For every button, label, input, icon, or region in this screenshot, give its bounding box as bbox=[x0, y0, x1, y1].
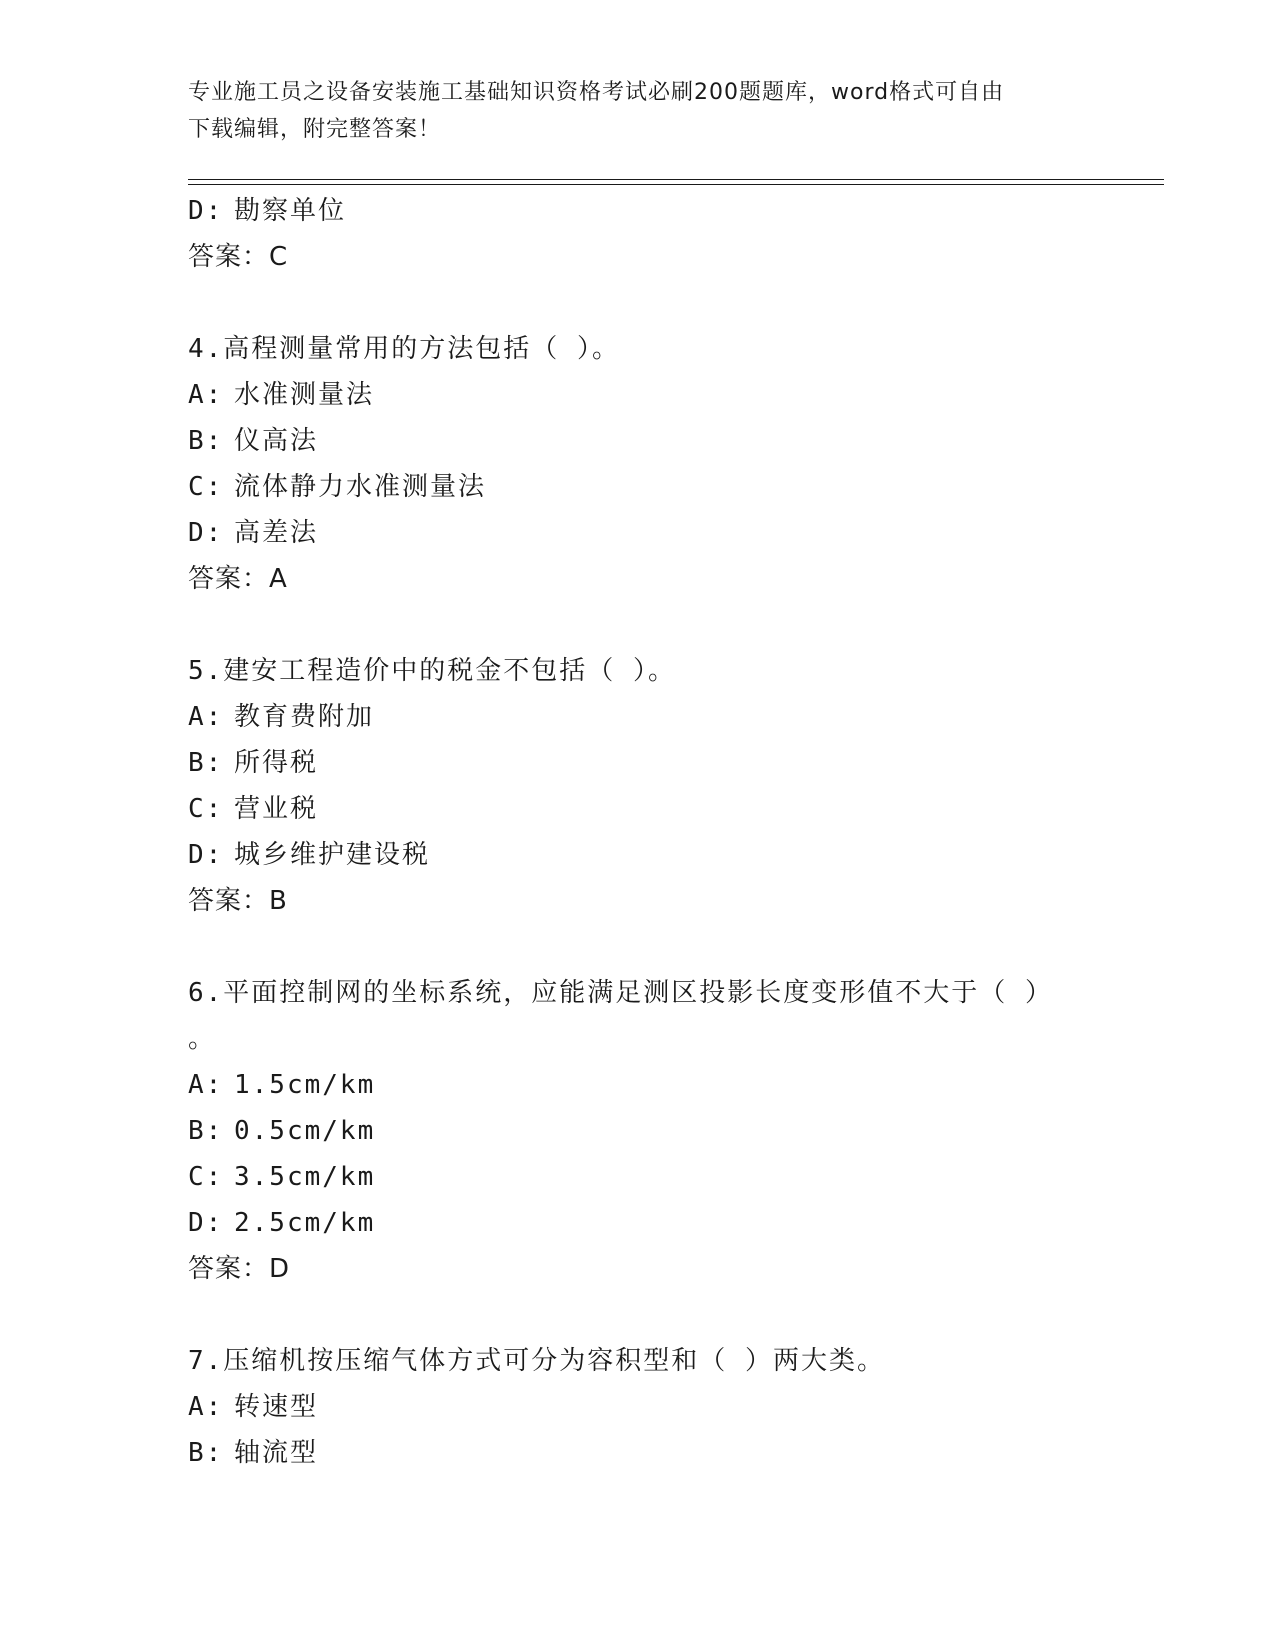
option-label: A: bbox=[188, 1392, 224, 1422]
question-stem-continuation: 。 bbox=[188, 1024, 217, 1054]
option-label: C: bbox=[188, 794, 224, 824]
question-stem: 6.平面控制网的坐标系统，应能满足测区投影长度变形值不大于（ ） bbox=[188, 978, 1053, 1008]
question-stem: 7.压缩机按压缩气体方式可分为容积型和（ ）两大类。 bbox=[188, 1346, 885, 1376]
option-text: 流体静力水准测量法 bbox=[234, 472, 487, 502]
option-text: 水准测量法 bbox=[234, 380, 375, 410]
option-label: D: bbox=[188, 196, 224, 226]
option-text: 轴流型 bbox=[234, 1438, 319, 1468]
header-divider-bottom bbox=[188, 184, 1164, 185]
option-row bbox=[188, 1062, 1088, 1108]
option-row bbox=[188, 740, 1088, 786]
option-label: D: bbox=[188, 518, 224, 548]
option-text: 营业税 bbox=[234, 794, 319, 824]
option-text: 1.5cm/km bbox=[234, 1070, 376, 1100]
document-header bbox=[188, 74, 1088, 148]
option-label: C: bbox=[188, 472, 224, 502]
question-stem: 4.高程测量常用的方法包括（ ）。 bbox=[188, 334, 620, 364]
option-label: B: bbox=[188, 1438, 224, 1468]
option-label: A: bbox=[188, 702, 224, 732]
option-row bbox=[188, 1430, 1088, 1476]
question-block bbox=[188, 648, 1088, 924]
option-text: 城乡维护建设税 bbox=[234, 840, 431, 870]
spacer bbox=[188, 1292, 1088, 1338]
option-text: 3.5cm/km bbox=[234, 1162, 376, 1192]
option-row bbox=[188, 1200, 1088, 1246]
option-row bbox=[188, 786, 1088, 832]
question-block bbox=[188, 326, 1088, 602]
spacer bbox=[188, 924, 1088, 970]
answer-line: 答案：D bbox=[188, 1254, 291, 1284]
option-row bbox=[188, 188, 1088, 234]
option-row bbox=[188, 464, 1088, 510]
option-text: 勘察单位 bbox=[234, 196, 347, 226]
option-row bbox=[188, 694, 1088, 740]
header-title-line-2: 下载编辑，附完整答案！ bbox=[188, 117, 442, 142]
option-text: 转速型 bbox=[234, 1392, 319, 1422]
option-text: 教育费附加 bbox=[234, 702, 375, 732]
answer-line: 答案：A bbox=[188, 564, 288, 594]
option-label: C: bbox=[188, 1162, 224, 1192]
option-row bbox=[188, 832, 1088, 878]
option-label: D: bbox=[188, 840, 224, 870]
option-row bbox=[188, 1108, 1088, 1154]
answer-line: 答案：B bbox=[188, 886, 288, 916]
option-label: B: bbox=[188, 426, 224, 456]
option-text: 所得税 bbox=[234, 748, 319, 778]
question-block bbox=[188, 970, 1088, 1292]
option-row bbox=[188, 372, 1088, 418]
option-text: 仪高法 bbox=[234, 426, 319, 456]
question-list bbox=[188, 188, 1088, 1476]
option-label: B: bbox=[188, 748, 224, 778]
answer-line: 答案：C bbox=[188, 242, 289, 272]
spacer bbox=[188, 602, 1088, 648]
header-title-line-1: 专业施工员之设备安装施工基础知识资格考试必刷200题题库，word格式可自由 bbox=[188, 80, 1005, 105]
option-row bbox=[188, 510, 1088, 556]
option-label: D: bbox=[188, 1208, 224, 1238]
question-block bbox=[188, 1338, 1088, 1476]
option-text: 高差法 bbox=[234, 518, 319, 548]
question-stem: 5.建安工程造价中的税金不包括（ ）。 bbox=[188, 656, 676, 686]
header-divider-top bbox=[188, 179, 1164, 180]
option-label: A: bbox=[188, 380, 224, 410]
option-text: 2.5cm/km bbox=[234, 1208, 376, 1238]
option-label: A: bbox=[188, 1070, 224, 1100]
option-row bbox=[188, 1384, 1088, 1430]
spacer bbox=[188, 280, 1088, 326]
option-label: B: bbox=[188, 1116, 224, 1146]
option-row bbox=[188, 418, 1088, 464]
option-text: 0.5cm/km bbox=[234, 1116, 376, 1146]
option-row bbox=[188, 1154, 1088, 1200]
